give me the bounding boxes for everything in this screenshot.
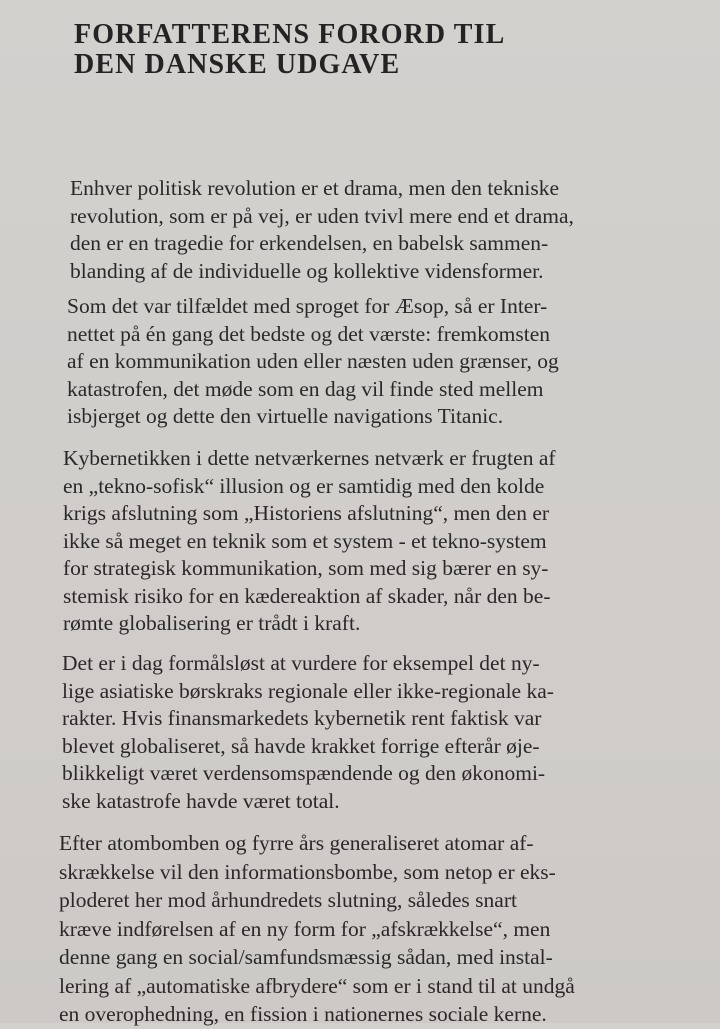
text-line: Som det var tilfældet med sproget for Æsop, så er Inter-: [67, 294, 548, 318]
text-line: nettet på én gang det bedste og det værste: fremkomsten: [67, 321, 551, 346]
text-line: lering af „automatiske afbrydere“ som er i stand til at undgå: [59, 973, 575, 998]
text-line: ske katastrofe havde været total.: [62, 788, 340, 813]
text-line: Efter atombomben og fyrre års generaliseret atomar af-: [59, 831, 534, 855]
text-line: for strategisk kommunikation, som med sig bærer en sy-: [63, 556, 549, 580]
text-line: lige asiatiske børskraks regionale eller ikke-regionale ka-: [62, 678, 554, 703]
text-line: blikkeligt været verdensomspændende og den økonomi-: [62, 761, 546, 785]
text-line: Kybernetikken i dette netværkernes netværk er frugten af: [63, 446, 556, 470]
text-line: en „tekno-sofisk“ illusion og er samtidig med den kolde: [63, 473, 545, 498]
paragraph-5: [59, 829, 575, 1029]
chapter-title-line: FORFATTERENS FORORD TIL: [74, 19, 506, 50]
text-line: revolution, som er på vej, er uden tvivl mere end et drama,: [70, 203, 574, 228]
text-line: krigs afslutning som „Historiens afslutning“, men den er: [63, 501, 550, 525]
text-line: rakter. Hvis finansmarkedets kybernetik rent faktisk var: [62, 706, 542, 730]
text-line: den er en tragedie for erkendelsen, en babelsk sammen-: [70, 231, 549, 255]
text-line: blanding af de individuelle og kollektive vidensformer.: [70, 258, 544, 283]
text-line: kræve indførelsen af en ny form for „afskrækkelse“, men: [59, 916, 551, 941]
paragraph-4: [62, 650, 554, 815]
text-line: en overophedning, en fission i nationernes sociale kerne.: [59, 1002, 547, 1026]
paragraph-1: [70, 175, 574, 285]
text-line: ikke så meget en teknik som et system - et tekno-system: [63, 528, 547, 553]
text-line: skrækkelse vil den informationsbombe, som netop er eks-: [59, 859, 556, 884]
text-line: stemisk risiko for en kædereaktion af skader, når den be-: [63, 583, 551, 608]
text-line: denne gang en social/samfundsmæssig sådan, med instal-: [59, 945, 553, 969]
text-line: isbjerget og dette den virtuelle navigations Titanic.: [67, 404, 504, 428]
chapter-title: [74, 20, 505, 80]
text-line: Det er i dag formålsløst at vurdere for eksempel det ny-: [62, 651, 540, 675]
text-line: blevet globaliseret, så havde krakket forrige efterår øje-: [62, 733, 540, 758]
text-line: ploderet her mod århundredets slutning, således snart: [59, 888, 517, 912]
text-line: rømte globalisering er trådt i kraft.: [63, 611, 361, 635]
text-line: katastrofen, det møde som en dag vil finde sted mellem: [67, 376, 544, 401]
paragraph-3: [63, 445, 556, 638]
paragraph-2: [67, 293, 559, 431]
text-line: af en kommunikation uden eller næsten uden grænser, og: [67, 349, 559, 373]
text-line: Enhver politisk revolution er et drama, men den tekniske: [70, 176, 559, 200]
chapter-title-line: DEN DANSKE UDGAVE: [74, 49, 401, 80]
